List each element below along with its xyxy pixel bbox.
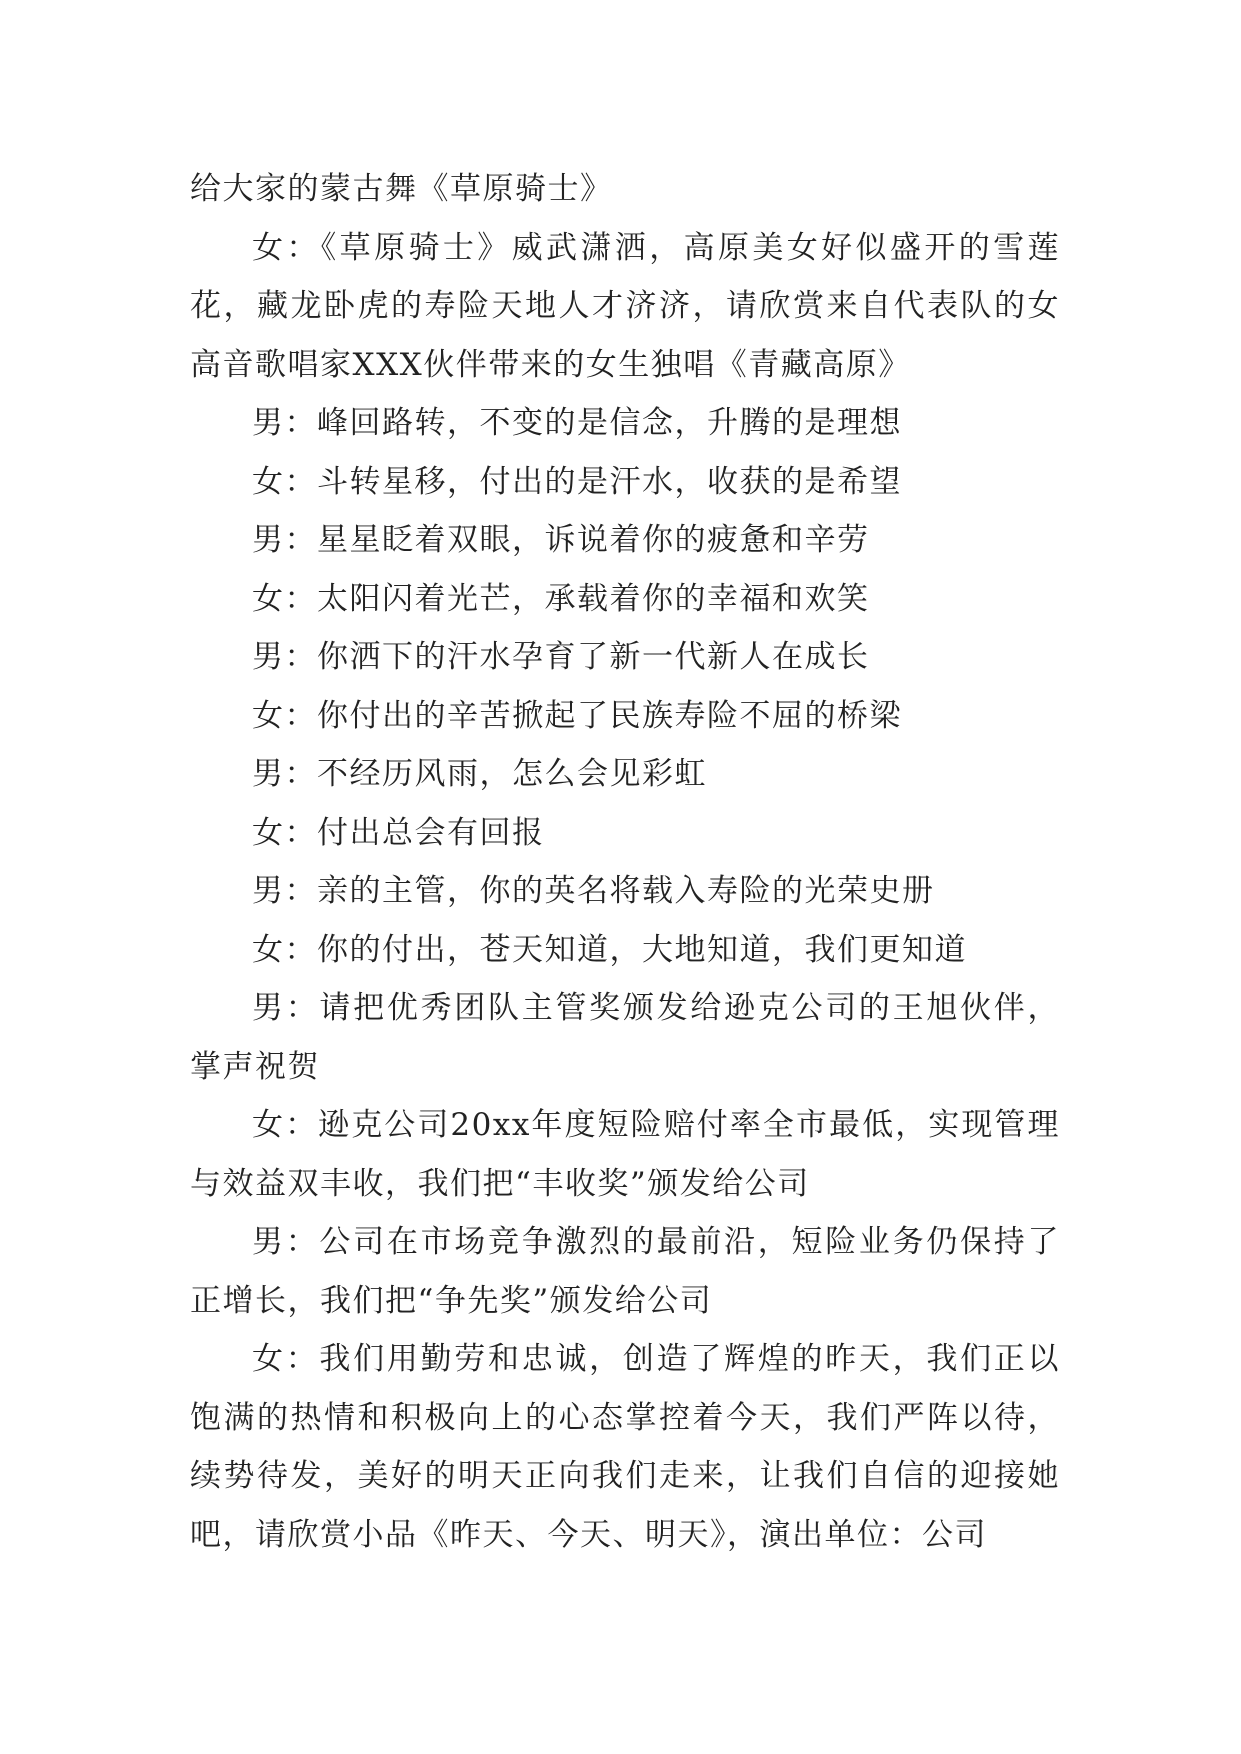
paragraph: 女：你付出的辛苦掀起了民族寿险不屈的桥梁 [252, 697, 902, 734]
paragraph: 男：星星眨着双眼，诉说着你的疲惫和辛劳 [252, 522, 870, 558]
paragraph: 男：峰回路转，不变的是信念，升腾的是理想 [252, 405, 902, 441]
document-body [190, 160, 1060, 1564]
paragraph: 女：付出总会有回报 [252, 814, 545, 851]
paragraph: 男：请把优秀团队主管奖颁发给逊克公司的王旭伙伴，掌声祝贺 [190, 990, 1060, 1085]
paragraph: 女：你的付出，苍天知道，大地知道，我们更知道 [252, 931, 967, 968]
paragraph: 女：斗转星移，付出的是汗水，收获的是希望 [252, 463, 902, 500]
paragraph: 男：公司在市场竞争激烈的最前沿，短险业务仍保持了正增长，我们把“争先奖”颁发给公司 [190, 1224, 1060, 1319]
paragraph: 女：《草原骑士》威武潇洒，高原美女好似盛开的雪莲花，藏龙卧虎的寿险天地人才济济，请欣赏来自代表队的女高音歌唱家XXX伙伴带来的女生独唱《青藏高原》 [190, 229, 1060, 383]
paragraph: 女：太阳闪着光芒，承载着你的幸福和欢笑 [252, 580, 870, 617]
paragraph: 男：不经历风雨，怎么会见彩虹 [252, 756, 707, 792]
paragraph: 女：我们用勤劳和忠诚，创造了辉煌的昨天，我们正以饱满的热情和积极向上的心态掌控着今天，我们严阵以待，续势待发，美好的明天正向我们走来，让我们自信的迎接她吧，请欣赏小品《昨天、今天、明天》，演出单位：公司 [190, 1341, 1060, 1553]
paragraph: 男：亲的主管，你的英名将载入寿险的光荣史册 [252, 873, 935, 909]
paragraph: 女：逊克公司20xx年度短险赔付率全市最低，实现管理与效益双丰收，我们把“丰收奖”颁发给公司 [190, 1107, 1060, 1202]
paragraph: 男：你洒下的汗水孕育了新一代新人在成长 [252, 639, 870, 675]
paragraph: 给大家的蒙古舞《草原骑士》 [190, 171, 613, 207]
